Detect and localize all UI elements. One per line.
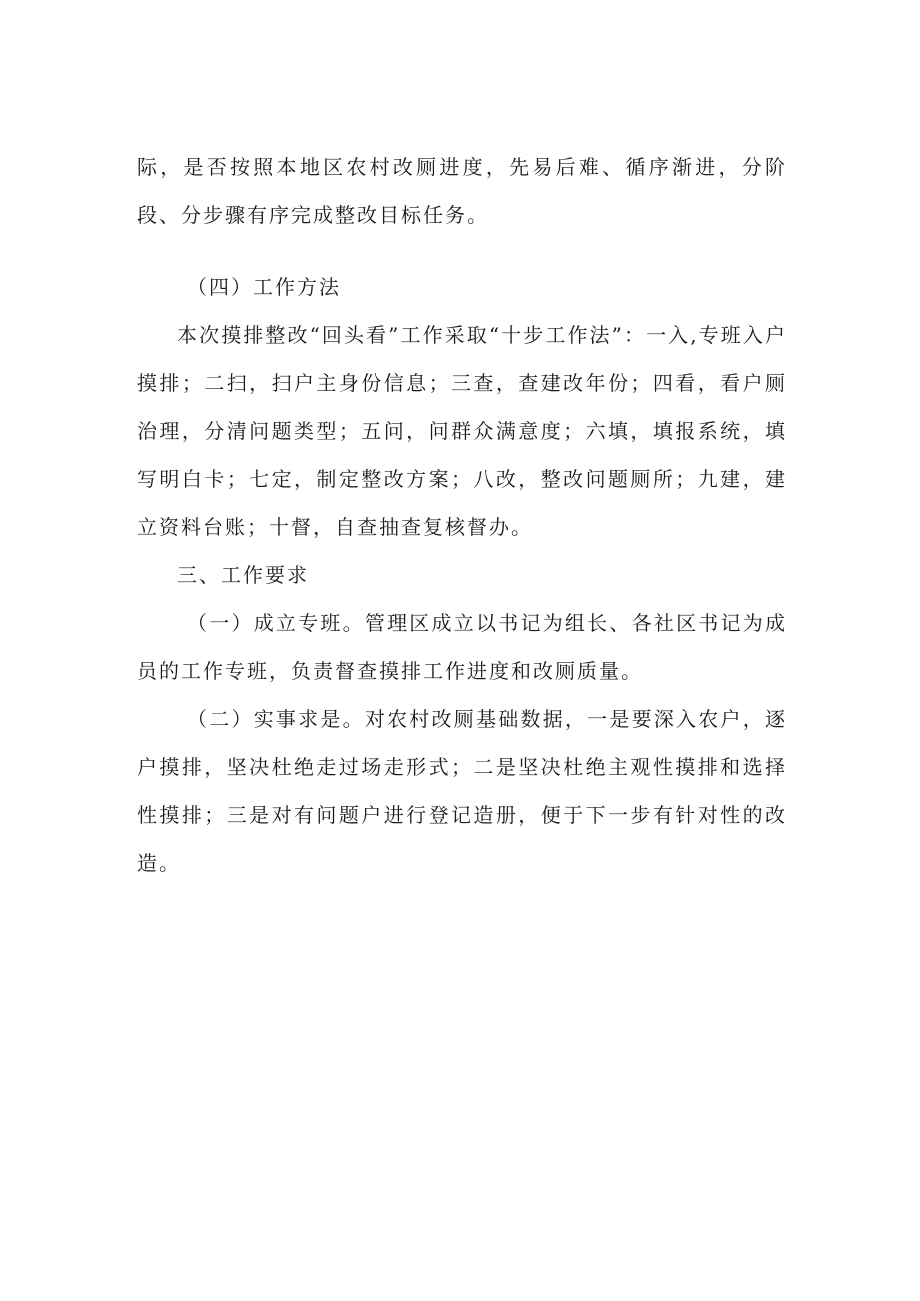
section-heading-work-requirements: 三、工作要求 (177, 563, 309, 587)
document-body (137, 143, 787, 887)
paragraph-continuation: 际，是否按照本地区农村改厕进度，先易后难、循序渐进，分阶段、分步骤有序完成整改目标任务。 (137, 155, 787, 227)
paragraph-establish-team: （一）成立专班。管理区成立以书记为组长、各社区书记为成员的工作专班，负责督查摸排工作进度和改厕质量。 (137, 611, 787, 683)
paragraph-ten-step-method: 本次摸排整改“回头看”工作采取“十步工作法”：一入,专班入户摸排；二扫，扫户主身份信息；三查，查建改年份；四看，看户厕治理，分清问题类型；五问，问群众满意度；六填，填报系统，填写明白卡；七定，制定整改方案；八改，整改问题厕所；九建，建立资料台账；十督，自查抽查复核督办。 (137, 323, 787, 539)
paragraph-seek-truth: （二）实事求是。对农村改厕基础数据，一是要深入农户，逐户摸排，坚决杜绝走过场走形式；二是坚决杜绝主观性摸排和选择性摸排；三是对有问题户进行登记造册，便于下一步有针对性的改造。 (137, 707, 787, 875)
section-heading-work-method: （四）工作方法 (187, 275, 341, 299)
